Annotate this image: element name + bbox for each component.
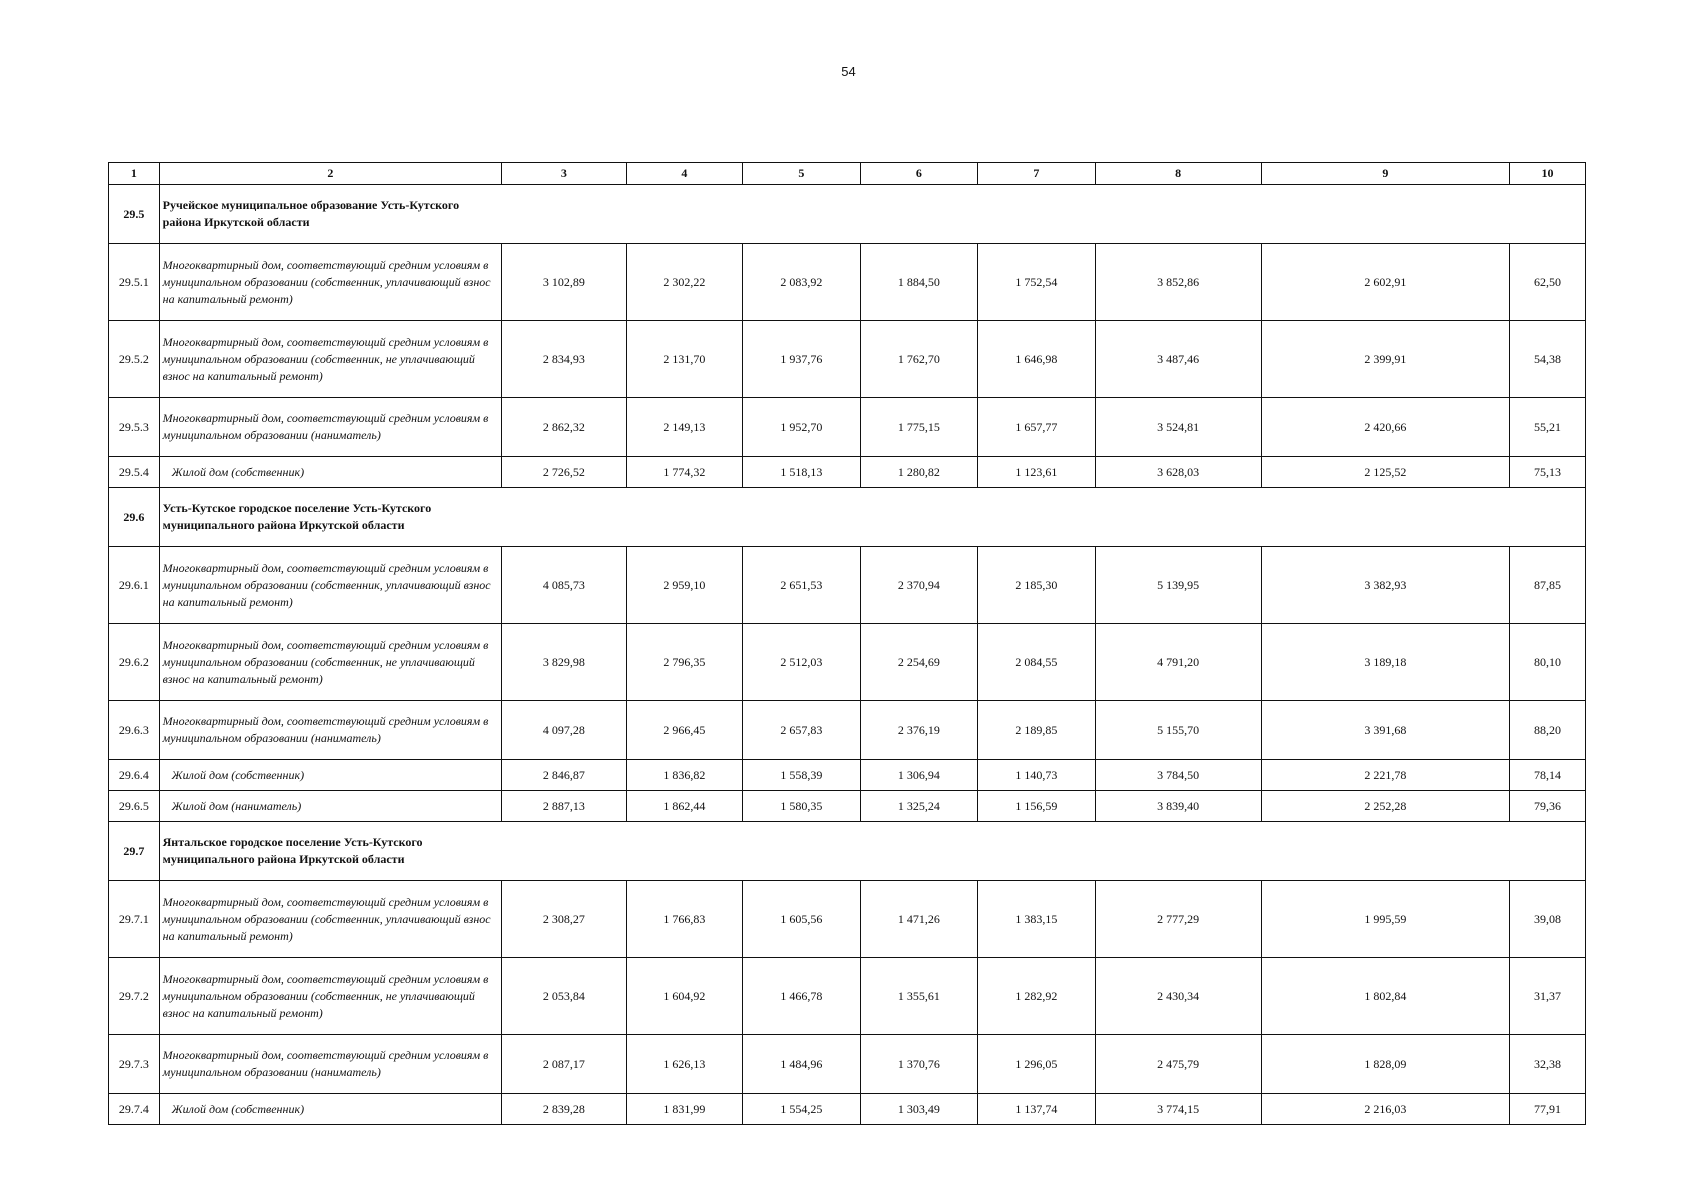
row-code: 29.6.5 — [109, 791, 160, 822]
value-cell: 31,37 — [1509, 958, 1585, 1035]
value-cell: 2 185,30 — [978, 547, 1096, 624]
section-title-text: Усть-Кутское городское поселение Усть-Кутского муниципального района Иркутской области — [162, 501, 432, 532]
value-cell: 1 306,94 — [860, 760, 978, 791]
row-description: Жилой дом (собственник) — [159, 457, 501, 488]
row-code: 29.7.3 — [109, 1035, 160, 1094]
section-code: 29.7 — [109, 822, 160, 881]
tariff-table — [108, 162, 1586, 1125]
value-cell: 79,36 — [1509, 791, 1585, 822]
value-cell: 1 355,61 — [860, 958, 978, 1035]
value-cell: 1 604,92 — [626, 958, 742, 1035]
value-cell: 2 221,78 — [1261, 760, 1509, 791]
value-cell: 2 149,13 — [626, 398, 742, 457]
row-code: 29.5.3 — [109, 398, 160, 457]
table-row — [109, 958, 1586, 1035]
value-cell: 1 156,59 — [978, 791, 1096, 822]
value-cell: 3 391,68 — [1261, 701, 1509, 760]
value-cell: 5 139,95 — [1095, 547, 1261, 624]
value-cell: 3 852,86 — [1095, 244, 1261, 321]
value-cell: 39,08 — [1509, 881, 1585, 958]
table-row — [109, 624, 1586, 701]
row-code: 29.7.2 — [109, 958, 160, 1035]
value-cell: 2 846,87 — [502, 760, 627, 791]
table-row — [109, 398, 1586, 457]
value-cell: 2 726,52 — [502, 457, 627, 488]
row-code: 29.6.2 — [109, 624, 160, 701]
value-cell: 2 959,10 — [626, 547, 742, 624]
value-cell: 2 651,53 — [743, 547, 861, 624]
value-cell: 1 862,44 — [626, 791, 742, 822]
value-cell: 1 137,74 — [978, 1094, 1096, 1125]
value-cell: 1 937,76 — [743, 321, 861, 398]
value-cell: 3 102,89 — [502, 244, 627, 321]
row-code: 29.7.1 — [109, 881, 160, 958]
value-cell: 1 831,99 — [626, 1094, 742, 1125]
value-cell: 2 966,45 — [626, 701, 742, 760]
table-body — [109, 163, 1586, 1125]
value-cell: 2 420,66 — [1261, 398, 1509, 457]
value-cell: 2 053,84 — [502, 958, 627, 1035]
column-header: 2 — [159, 163, 501, 185]
row-description: Многоквартирный дом, соответствующий средним условиям в муниципальном образовании (собственник, не уплачивающий взнос на капитальный ремонт) — [159, 624, 501, 701]
column-header-row — [109, 163, 1586, 185]
column-header: 7 — [978, 163, 1096, 185]
value-cell: 5 155,70 — [1095, 701, 1261, 760]
column-header: 4 — [626, 163, 742, 185]
table-row — [109, 701, 1586, 760]
column-header: 8 — [1095, 163, 1261, 185]
value-cell: 2 796,35 — [626, 624, 742, 701]
value-cell: 1 558,39 — [743, 760, 861, 791]
value-cell: 54,38 — [1509, 321, 1585, 398]
value-cell: 2 475,79 — [1095, 1035, 1261, 1094]
value-cell: 2 839,28 — [502, 1094, 627, 1125]
value-cell: 2 308,27 — [502, 881, 627, 958]
table-row — [109, 547, 1586, 624]
value-cell: 1 766,83 — [626, 881, 742, 958]
value-cell: 1 626,13 — [626, 1035, 742, 1094]
table-row — [109, 1094, 1586, 1125]
table-row — [109, 321, 1586, 398]
value-cell: 3 382,93 — [1261, 547, 1509, 624]
value-cell: 1 605,56 — [743, 881, 861, 958]
value-cell: 80,10 — [1509, 624, 1585, 701]
row-code: 29.5.1 — [109, 244, 160, 321]
row-description: Многоквартирный дом, соответствующий средним условиям в муниципальном образовании (собственник, не уплачивающий взнос на капитальный ремонт) — [159, 321, 501, 398]
value-cell: 87,85 — [1509, 547, 1585, 624]
row-description: Многоквартирный дом, соответствующий средним условиям в муниципальном образовании (собственник, уплачивающий взнос на капитальный ремонт) — [159, 244, 501, 321]
value-cell: 2 399,91 — [1261, 321, 1509, 398]
value-cell: 1 140,73 — [978, 760, 1096, 791]
value-cell: 2 370,94 — [860, 547, 978, 624]
value-cell: 1 774,32 — [626, 457, 742, 488]
row-description: Жилой дом (собственник) — [159, 760, 501, 791]
row-code: 29.6.4 — [109, 760, 160, 791]
value-cell: 4 791,20 — [1095, 624, 1261, 701]
value-cell: 1 484,96 — [743, 1035, 861, 1094]
value-cell: 1 325,24 — [860, 791, 978, 822]
value-cell: 1 752,54 — [978, 244, 1096, 321]
value-cell: 1 775,15 — [860, 398, 978, 457]
value-cell: 1 370,76 — [860, 1035, 978, 1094]
value-cell: 78,14 — [1509, 760, 1585, 791]
value-cell: 3 784,50 — [1095, 760, 1261, 791]
value-cell: 2 602,91 — [1261, 244, 1509, 321]
value-cell: 2 834,93 — [502, 321, 627, 398]
table-row — [109, 457, 1586, 488]
row-description: Жилой дом (собственник) — [159, 1094, 501, 1125]
section-code: 29.6 — [109, 488, 160, 547]
table-row — [109, 1035, 1586, 1094]
value-cell: 2 430,34 — [1095, 958, 1261, 1035]
column-header: 1 — [109, 163, 160, 185]
section-title — [159, 488, 1585, 547]
section-row — [109, 185, 1586, 244]
table-row — [109, 760, 1586, 791]
row-code: 29.5.4 — [109, 457, 160, 488]
table-row — [109, 791, 1586, 822]
value-cell: 3 487,46 — [1095, 321, 1261, 398]
value-cell: 2 131,70 — [626, 321, 742, 398]
row-code: 29.6.3 — [109, 701, 160, 760]
value-cell: 3 829,98 — [502, 624, 627, 701]
value-cell: 1 303,49 — [860, 1094, 978, 1125]
section-row — [109, 822, 1586, 881]
row-description: Многоквартирный дом, соответствующий средним условиям в муниципальном образовании (собственник, уплачивающий взнос на капитальный ремонт) — [159, 881, 501, 958]
value-cell: 2 254,69 — [860, 624, 978, 701]
value-cell: 1 952,70 — [743, 398, 861, 457]
section-title-text: Янтальское городское поселение Усть-Кутского муниципального района Иркутской области — [162, 835, 423, 866]
section-title-text: Ручейское муниципальное образование Усть-Кутского района Иркутской области — [162, 198, 460, 229]
value-cell: 1 762,70 — [860, 321, 978, 398]
value-cell: 2 189,85 — [978, 701, 1096, 760]
section-code: 29.5 — [109, 185, 160, 244]
value-cell: 3 189,18 — [1261, 624, 1509, 701]
value-cell: 4 085,73 — [502, 547, 627, 624]
row-description: Многоквартирный дом, соответствующий средним условиям в муниципальном образовании (наниматель) — [159, 701, 501, 760]
value-cell: 1 280,82 — [860, 457, 978, 488]
row-description: Многоквартирный дом, соответствующий средним условиям в муниципальном образовании (наниматель) — [159, 398, 501, 457]
row-code: 29.7.4 — [109, 1094, 160, 1125]
value-cell: 1 995,59 — [1261, 881, 1509, 958]
value-cell: 1 296,05 — [978, 1035, 1096, 1094]
value-cell: 2 777,29 — [1095, 881, 1261, 958]
value-cell: 1 282,92 — [978, 958, 1096, 1035]
column-header: 9 — [1261, 163, 1509, 185]
row-description: Жилой дом (наниматель) — [159, 791, 501, 822]
value-cell: 2 087,17 — [502, 1035, 627, 1094]
page-number: 54 — [841, 64, 856, 79]
value-cell: 1 828,09 — [1261, 1035, 1509, 1094]
value-cell: 88,20 — [1509, 701, 1585, 760]
column-header: 3 — [502, 163, 627, 185]
value-cell: 4 097,28 — [502, 701, 627, 760]
table-row — [109, 881, 1586, 958]
value-cell: 1 884,50 — [860, 244, 978, 321]
section-title — [159, 822, 1585, 881]
value-cell: 1 554,25 — [743, 1094, 861, 1125]
value-cell: 2 302,22 — [626, 244, 742, 321]
value-cell: 62,50 — [1509, 244, 1585, 321]
value-cell: 1 383,15 — [978, 881, 1096, 958]
value-cell: 1 471,26 — [860, 881, 978, 958]
value-cell: 2 657,83 — [743, 701, 861, 760]
value-cell: 2 216,03 — [1261, 1094, 1509, 1125]
column-header: 6 — [860, 163, 978, 185]
value-cell: 2 252,28 — [1261, 791, 1509, 822]
value-cell: 3 839,40 — [1095, 791, 1261, 822]
value-cell: 75,13 — [1509, 457, 1585, 488]
value-cell: 1 123,61 — [978, 457, 1096, 488]
value-cell: 1 466,78 — [743, 958, 861, 1035]
value-cell: 32,38 — [1509, 1035, 1585, 1094]
row-description: Многоквартирный дом, соответствующий средним условиям в муниципальном образовании (собственник, уплачивающий взнос на капитальный ремонт) — [159, 547, 501, 624]
row-description: Многоквартирный дом, соответствующий средним условиям в муниципальном образовании (собственник, не уплачивающий взнос на капитальный ремонт) — [159, 958, 501, 1035]
column-header: 10 — [1509, 163, 1585, 185]
row-code: 29.6.1 — [109, 547, 160, 624]
table-row — [109, 244, 1586, 321]
value-cell: 1 802,84 — [1261, 958, 1509, 1035]
value-cell: 55,21 — [1509, 398, 1585, 457]
value-cell: 2 125,52 — [1261, 457, 1509, 488]
column-header: 5 — [743, 163, 861, 185]
value-cell: 1 836,82 — [626, 760, 742, 791]
section-row — [109, 488, 1586, 547]
value-cell: 3 524,81 — [1095, 398, 1261, 457]
value-cell: 2 376,19 — [860, 701, 978, 760]
value-cell: 2 512,03 — [743, 624, 861, 701]
value-cell: 1 580,35 — [743, 791, 861, 822]
value-cell: 2 084,55 — [978, 624, 1096, 701]
row-description: Многоквартирный дом, соответствующий средним условиям в муниципальном образовании (наниматель) — [159, 1035, 501, 1094]
value-cell: 3 628,03 — [1095, 457, 1261, 488]
value-cell: 1 657,77 — [978, 398, 1096, 457]
value-cell: 77,91 — [1509, 1094, 1585, 1125]
value-cell: 2 083,92 — [743, 244, 861, 321]
value-cell: 3 774,15 — [1095, 1094, 1261, 1125]
value-cell: 1 518,13 — [743, 457, 861, 488]
value-cell: 2 862,32 — [502, 398, 627, 457]
section-title — [159, 185, 1585, 244]
row-code: 29.5.2 — [109, 321, 160, 398]
value-cell: 2 887,13 — [502, 791, 627, 822]
value-cell: 1 646,98 — [978, 321, 1096, 398]
